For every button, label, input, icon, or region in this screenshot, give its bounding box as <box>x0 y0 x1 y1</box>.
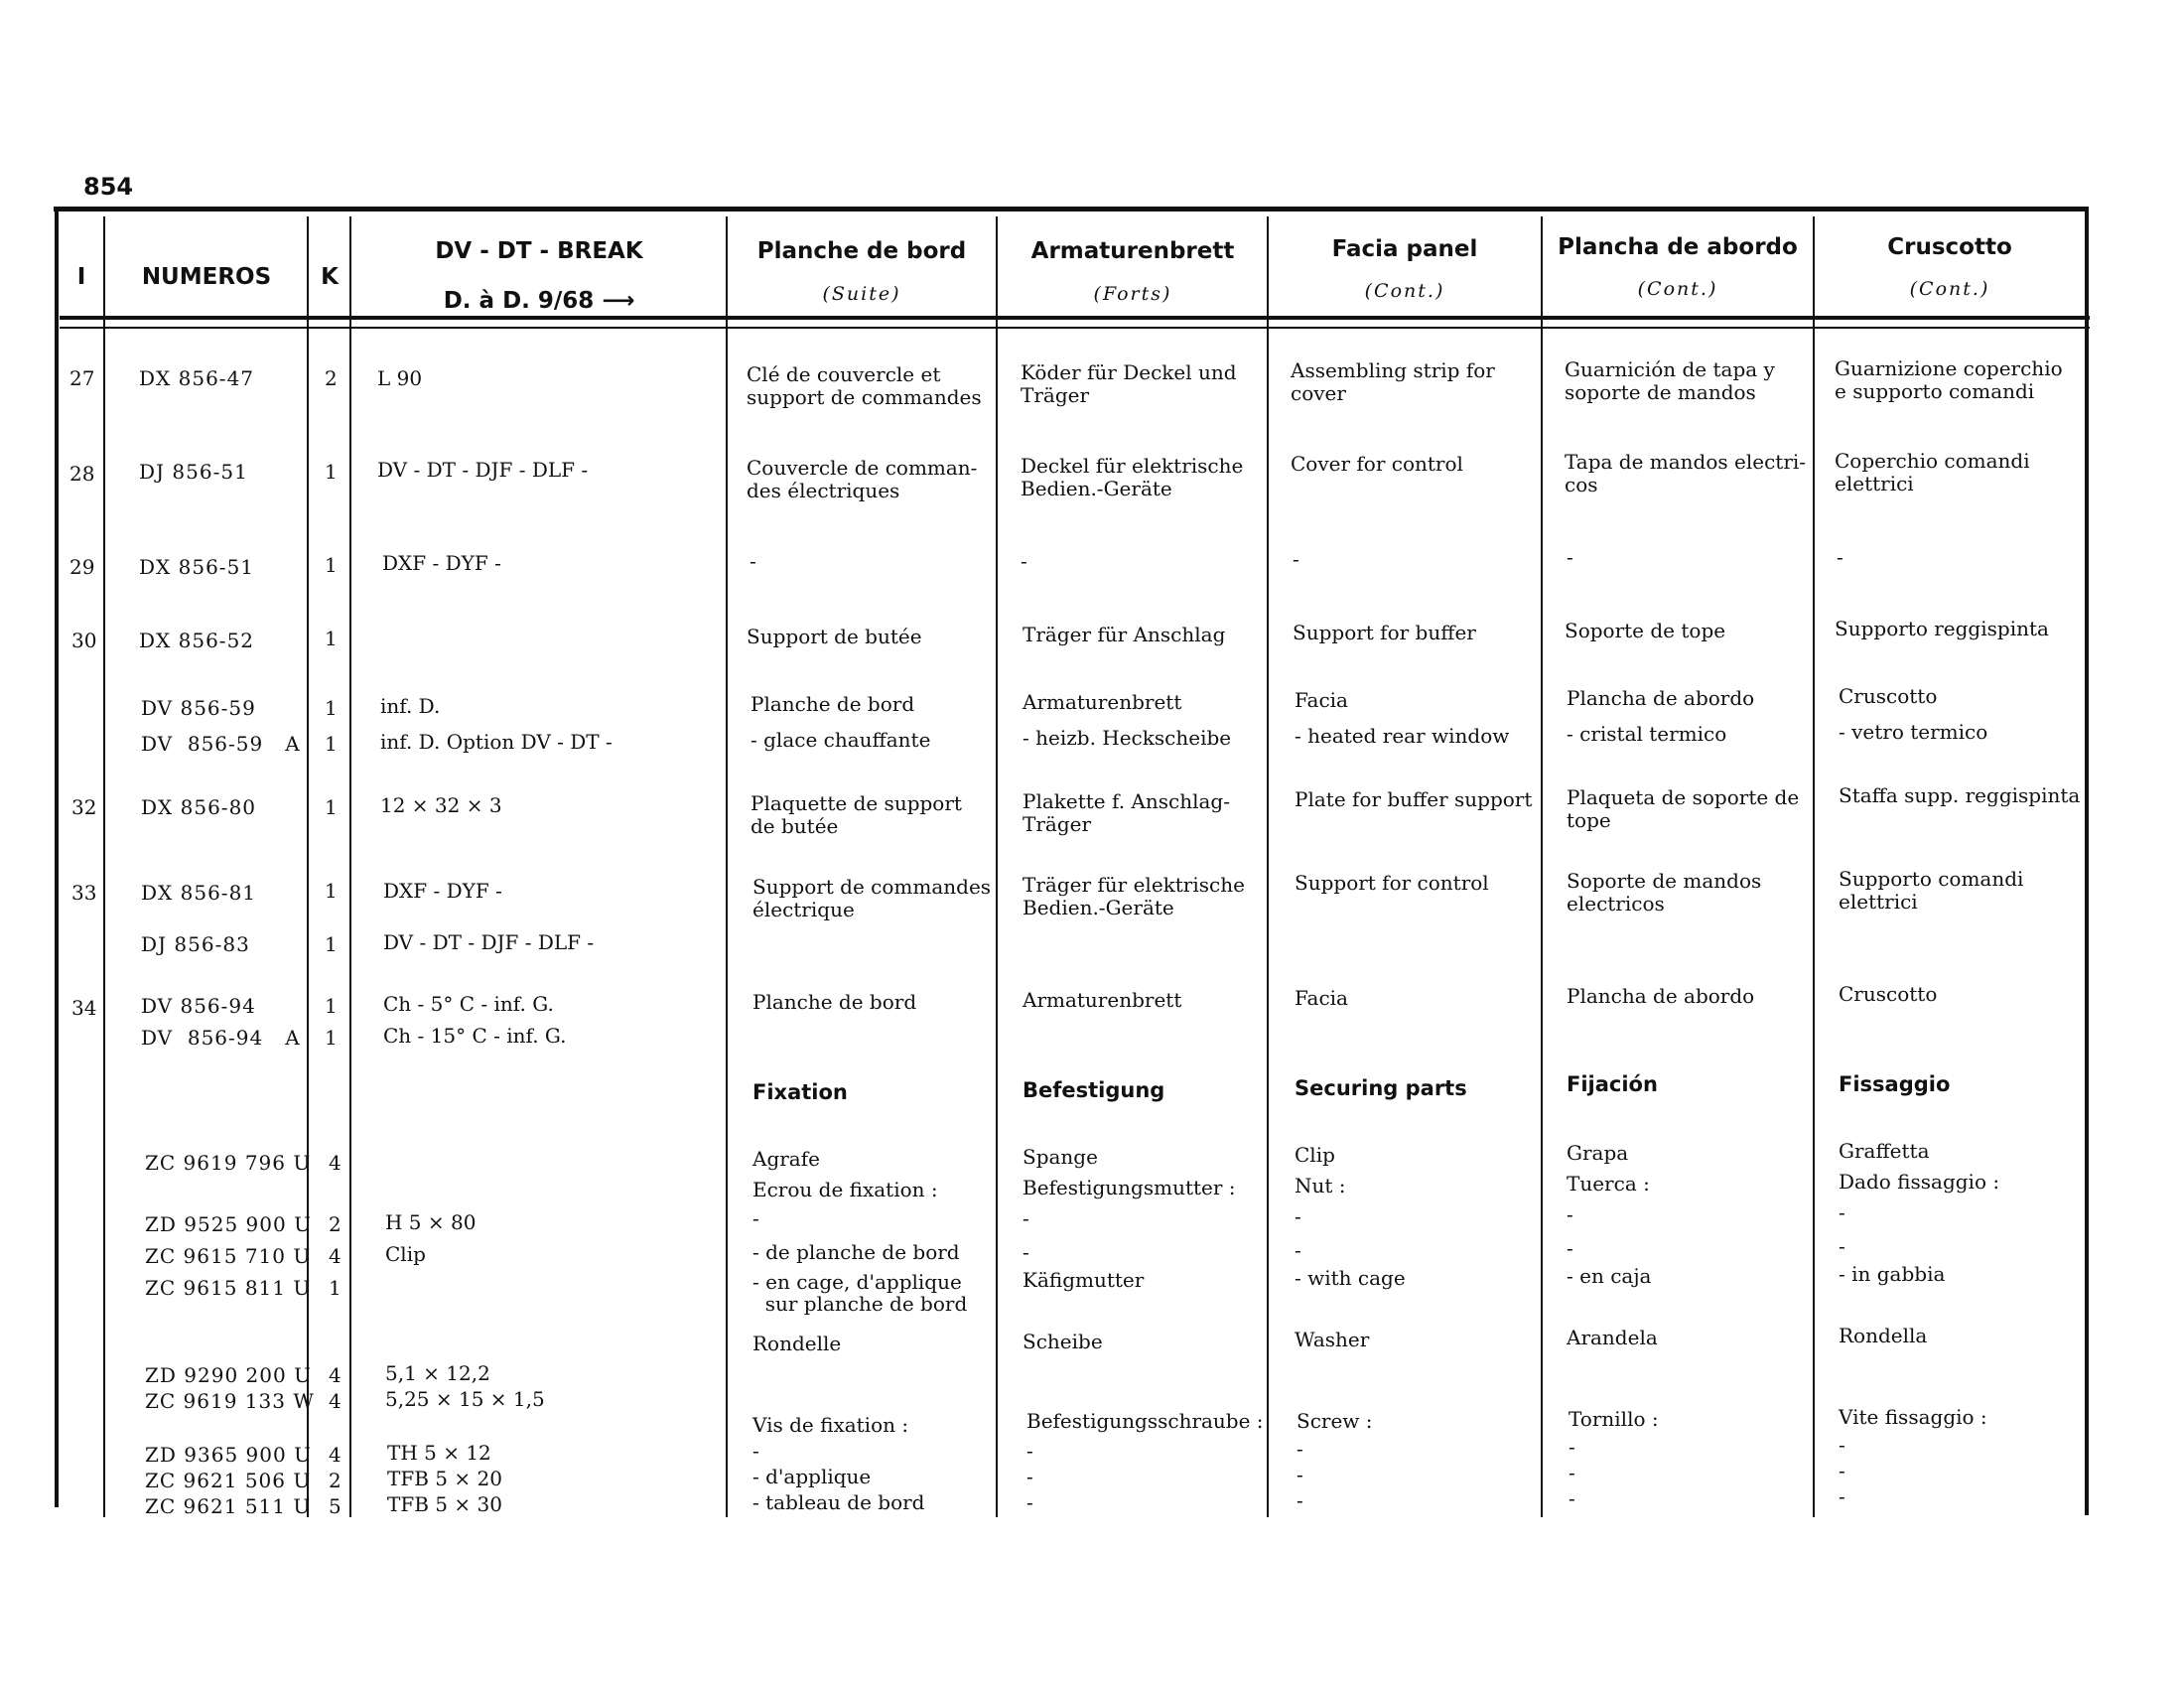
row-fr: Support de butée <box>747 625 922 648</box>
row-es: - en caja <box>1567 1264 1652 1288</box>
row-k: 2 <box>329 1212 341 1236</box>
col-sep-fr <box>996 216 998 1517</box>
row-k: 1 <box>325 460 338 484</box>
row-numeros: DJ 856-83 <box>141 932 250 956</box>
row-fr: - en cage, d'applique sur planche de bord <box>752 1270 968 1316</box>
section-en: Securing parts <box>1295 1076 1467 1100</box>
row-k: 1 <box>325 627 338 650</box>
row-fr: Couvercle de comman- des électriques <box>747 456 978 502</box>
row-fr: - tableau de bord <box>752 1490 925 1514</box>
section-fr: Fixation <box>752 1080 848 1104</box>
row-k: 5 <box>329 1494 341 1518</box>
row-es: - <box>1567 1202 1573 1226</box>
row-i: 30 <box>71 629 97 652</box>
row-it: Guarnizione coperchio e supporto comandi <box>1835 356 2063 403</box>
row-i: 34 <box>71 996 97 1020</box>
row-es: Tornillo : <box>1569 1407 1659 1431</box>
row-it: Supporto comandi elettrici <box>1839 867 2024 914</box>
row-es: Soporte de tope <box>1565 619 1726 642</box>
row-model: DV - DT - DJF - DLF - <box>377 458 589 482</box>
row-numeros: DV 856-59 <box>141 696 256 720</box>
row-model: TH 5 × 12 <box>387 1441 491 1465</box>
row-es: Guarnición de tapa y soporte de mandos <box>1565 357 1775 404</box>
col-sep-de <box>1267 216 1269 1517</box>
header-bottom-rule <box>60 316 2090 320</box>
row-numeros: DX 856-47 <box>139 366 255 390</box>
row-fr: - de planche de bord <box>752 1240 960 1264</box>
page-number: 854 <box>83 173 134 201</box>
row-it: Coperchio comandi elettrici <box>1835 449 2030 495</box>
col-sep-numeros <box>307 216 309 1517</box>
row-it: - <box>1839 1200 1845 1224</box>
row-en: Support for buffer <box>1293 621 1476 644</box>
row-es: Tapa de mandos electri- cos <box>1565 450 1807 496</box>
row-model: H 5 × 80 <box>385 1210 477 1234</box>
header-i: I <box>76 264 86 290</box>
header-en-title: Facia panel <box>1331 236 1478 262</box>
row-es: Soporte de mandos electricos <box>1567 869 1762 915</box>
row-numeros: DV 856-94 <box>141 994 256 1018</box>
row-numeros: ZC 9615 811 U <box>145 1276 312 1300</box>
row-fr: Plaquette de support de butée <box>751 791 962 838</box>
row-fr: - d'applique <box>752 1465 872 1488</box>
row-de: Armaturenbrett <box>1023 988 1182 1012</box>
row-fr: - <box>752 1439 759 1463</box>
row-en: Facia <box>1295 986 1348 1010</box>
header-numeros: NUMEROS <box>141 264 272 290</box>
row-de: Spange Befestigungsmutter : <box>1023 1145 1236 1199</box>
row-fr: - glace chauffante <box>751 728 931 752</box>
row-numeros: DV 856-59 A <box>141 732 301 756</box>
row-numeros: DX 856-80 <box>141 795 257 819</box>
row-es: - <box>1567 545 1573 569</box>
row-it: Cruscotto <box>1839 982 1938 1006</box>
row-it: - vetro termico <box>1839 720 1988 744</box>
header-fr-title: Planche de bord <box>756 238 967 264</box>
row-k: 1 <box>325 795 338 819</box>
header-en-sub: (Cont.) <box>1364 280 1445 302</box>
row-k: 4 <box>329 1443 341 1467</box>
row-it: - in gabbia <box>1839 1262 1946 1286</box>
row-en: Support for control <box>1295 871 1489 895</box>
row-de: Armaturenbrett <box>1023 690 1182 714</box>
row-i: 27 <box>69 366 95 390</box>
row-model: 12 × 32 × 3 <box>380 793 502 817</box>
row-model: DV - DT - DJF - DLF - <box>383 930 595 954</box>
row-k: 1 <box>325 1026 338 1050</box>
header-de-sub: (Forts) <box>1093 283 1172 305</box>
row-it: Vite fissaggio : <box>1839 1405 1987 1429</box>
row-i: 33 <box>71 881 97 905</box>
row-de: - <box>1021 549 1027 573</box>
row-numeros: ZD 9525 900 U <box>145 1212 312 1236</box>
row-model: DXF - DYF - <box>383 879 502 903</box>
row-k: 4 <box>329 1363 341 1387</box>
row-i: 28 <box>69 462 95 486</box>
row-es: - <box>1569 1435 1575 1459</box>
row-es: Grapa Tuerca : <box>1567 1141 1650 1196</box>
row-it: Graffetta Dado fissaggio : <box>1839 1139 2000 1194</box>
row-de: Plakette f. Anschlag- Träger <box>1023 789 1230 836</box>
row-it: - <box>1839 1234 1845 1258</box>
row-it: - <box>1837 545 1843 569</box>
row-numeros: DV 856-94 A <box>141 1026 301 1050</box>
row-en: - <box>1297 1488 1303 1512</box>
row-de: Köder für Deckel und Träger <box>1021 360 1237 407</box>
row-de: - <box>1023 1240 1029 1264</box>
row-numeros: ZC 9619 133 W <box>145 1389 315 1413</box>
row-fr: Rondelle <box>752 1332 842 1355</box>
row-k: 2 <box>325 366 338 390</box>
section-es: Fijación <box>1567 1072 1658 1096</box>
table-left-border <box>55 207 59 1507</box>
header-it-sub: (Cont.) <box>1909 278 1990 300</box>
row-fr: - <box>750 549 756 573</box>
row-model: L 90 <box>377 366 423 390</box>
row-numeros: ZC 9621 506 U <box>145 1469 312 1492</box>
header-it-title: Cruscotto <box>1887 234 2012 260</box>
row-fr: - <box>752 1206 759 1230</box>
row-numeros: ZC 9619 796 U <box>145 1151 312 1175</box>
table-right-border <box>2085 207 2089 1515</box>
row-es: Plancha de abordo <box>1567 984 1755 1008</box>
row-it: Cruscotto <box>1839 684 1938 708</box>
row-k: 1 <box>325 879 338 903</box>
row-fr: Planche de bord <box>751 692 915 716</box>
row-en: Clip Nut : <box>1295 1143 1346 1197</box>
row-es: - <box>1567 1236 1573 1260</box>
col-sep-k <box>349 216 351 1517</box>
row-k: 1 <box>325 932 338 956</box>
row-numeros: ZD 9290 200 U <box>145 1363 312 1387</box>
row-i: 29 <box>69 555 95 579</box>
row-i: 32 <box>71 795 97 819</box>
header-es-sub: (Cont.) <box>1637 278 1718 300</box>
row-es: - <box>1569 1461 1575 1484</box>
section-de: Befestigung <box>1023 1078 1165 1102</box>
row-en: Screw : <box>1297 1409 1373 1433</box>
row-numeros: DX 856-51 <box>139 555 255 579</box>
row-numeros: DX 856-81 <box>141 881 257 905</box>
row-model: 5,1 × 12,2 <box>385 1361 490 1385</box>
row-model: TFB 5 × 20 <box>387 1467 502 1490</box>
row-en: Assembling strip for cover <box>1291 358 1495 405</box>
row-numeros: DX 856-52 <box>139 629 255 652</box>
row-de: Träger für elektrische Bedien.-Geräte <box>1023 873 1245 919</box>
header-fr-sub: (Suite) <box>822 283 901 305</box>
row-en: - heated rear window <box>1295 724 1510 748</box>
row-en: - <box>1297 1463 1303 1486</box>
row-k: 4 <box>329 1389 341 1413</box>
row-de: Scheibe <box>1023 1330 1103 1353</box>
row-model: inf. D. <box>380 694 441 718</box>
row-k: 1 <box>329 1276 341 1300</box>
row-es: - cristal termico <box>1567 722 1727 746</box>
row-de: Deckel für elektrische Bedien.-Geräte <box>1021 454 1244 500</box>
row-fr: Clé de couvercle et support de commandes <box>747 362 982 409</box>
row-model: Ch - 15° C - inf. G. <box>383 1024 567 1048</box>
row-k: 2 <box>329 1469 341 1492</box>
row-fr: Agrafe Ecrou de fixation : <box>752 1147 938 1201</box>
row-en: Cover for control <box>1291 452 1463 476</box>
row-es: Plancha de abordo <box>1567 686 1755 710</box>
table-top-border <box>54 207 2089 211</box>
row-fr: Vis de fixation : <box>752 1413 909 1437</box>
header-de-title: Armaturenbrett <box>1030 238 1235 264</box>
row-en: - with cage <box>1295 1266 1406 1290</box>
row-en: Facia <box>1295 688 1348 712</box>
row-en: - <box>1293 547 1299 571</box>
row-de: - <box>1026 1490 1033 1514</box>
col-sep-en <box>1541 216 1543 1517</box>
header-model-line1: DV - DT - BREAK <box>435 238 643 264</box>
col-sep-i <box>103 216 105 1517</box>
header-es-title: Plancha de abordo <box>1558 234 1798 260</box>
row-it: - <box>1839 1459 1845 1482</box>
row-k: 1 <box>325 994 338 1018</box>
header-bottom-rule-thin <box>60 327 2090 329</box>
row-model: TFB 5 × 30 <box>387 1492 502 1516</box>
row-k: 1 <box>325 696 338 720</box>
col-sep-es <box>1813 216 1815 1517</box>
row-en: Plate for buffer support <box>1295 787 1533 811</box>
row-model: Clip <box>385 1242 426 1266</box>
row-numeros: ZD 9365 900 U <box>145 1443 312 1467</box>
row-en: - <box>1295 1204 1301 1228</box>
row-es: Plaqueta de soporte de tope <box>1567 785 1800 832</box>
col-sep-model <box>726 216 728 1517</box>
row-k: 4 <box>329 1151 341 1175</box>
row-en: - <box>1297 1437 1303 1461</box>
row-it: Rondella <box>1839 1324 1928 1347</box>
row-es: - <box>1569 1486 1575 1510</box>
row-it: - <box>1839 1433 1845 1457</box>
row-k: 4 <box>329 1244 341 1268</box>
header-k: K <box>321 264 339 290</box>
row-k: 1 <box>325 732 338 756</box>
row-de: - heizb. Heckscheibe <box>1023 726 1232 750</box>
row-numeros: ZC 9621 511 U <box>145 1494 312 1518</box>
row-en: - <box>1295 1238 1301 1262</box>
row-model: inf. D. Option DV - DT - <box>380 730 613 754</box>
row-model: DXF - DYF - <box>382 551 501 575</box>
row-en: Washer <box>1295 1328 1370 1351</box>
row-fr: Planche de bord <box>752 990 917 1014</box>
row-it: Staffa supp. reggispinta <box>1839 783 2081 807</box>
row-numeros: DJ 856-51 <box>139 460 248 484</box>
row-numeros: ZC 9615 710 U <box>145 1244 312 1268</box>
row-de: - <box>1026 1439 1033 1463</box>
row-de: - <box>1023 1206 1029 1230</box>
row-de: Käfigmutter <box>1023 1268 1145 1292</box>
row-es: Arandela <box>1567 1326 1658 1349</box>
section-it: Fissaggio <box>1839 1072 1951 1096</box>
row-it: - <box>1839 1484 1845 1508</box>
header-model-line2: D. à D. 9/68 ⟶ <box>443 288 635 314</box>
row-de: Träger für Anschlag <box>1023 623 1226 646</box>
row-it: Supporto reggispinta <box>1835 617 2049 640</box>
row-de: - <box>1026 1465 1033 1488</box>
row-k: 1 <box>325 553 338 577</box>
row-de: Befestigungsschraube : <box>1026 1409 1264 1433</box>
row-model: 5,25 × 15 × 1,5 <box>385 1387 545 1411</box>
row-fr: Support de commandes électrique <box>752 875 992 921</box>
row-model: Ch - 5° C - inf. G. <box>383 992 554 1016</box>
